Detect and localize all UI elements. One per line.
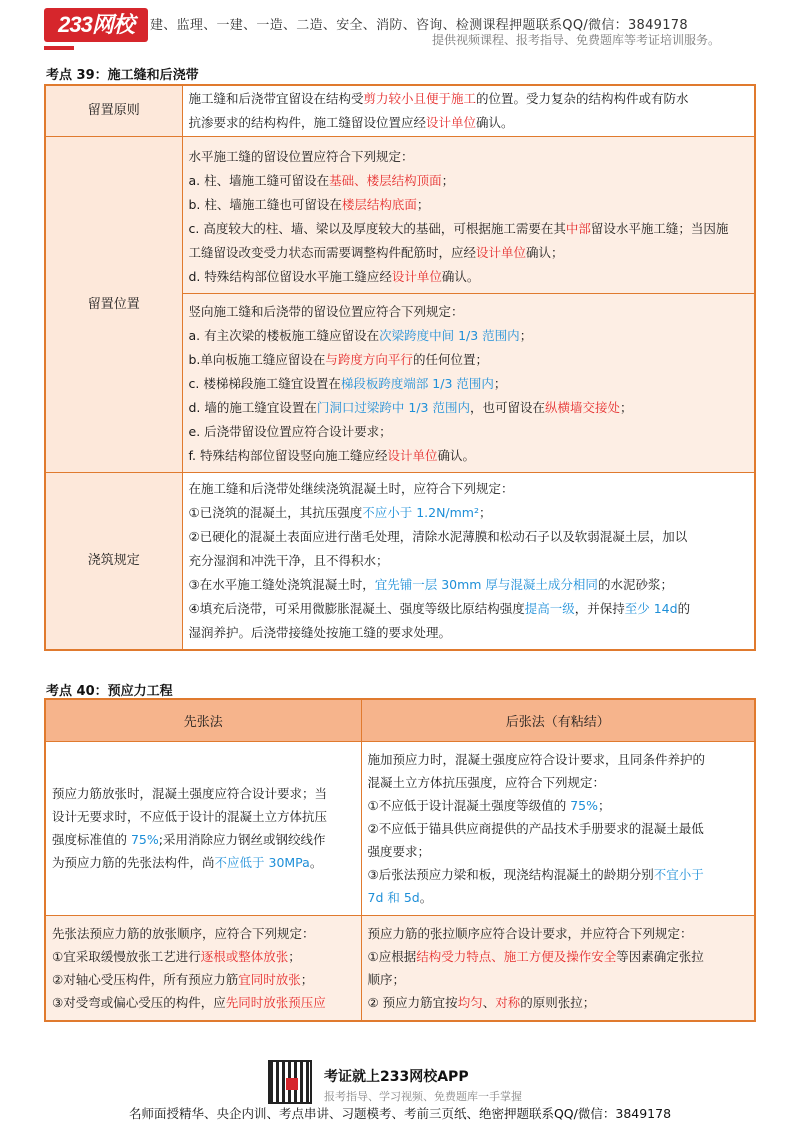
section-40-title: 考点 40：预应力工程	[46, 684, 173, 699]
logo-underline	[44, 46, 74, 50]
table-row	[45, 137, 755, 294]
table-prestress	[44, 698, 756, 1022]
pretension-release-order: 先张法预应力筋的放张顺序，应符合下列规定： ①宜采取缓慢放张工艺进行逐根或整体放张； ②对轴心受压构件，所有预应力筋宜同时放张； ③对受弯或偏心受压的构件，应先同时放张预压应	[45, 915, 361, 1021]
table-row	[45, 473, 755, 651]
table-header-row	[45, 699, 755, 741]
row-label-position: 留置位置	[45, 137, 182, 473]
qr-center-logo-icon	[286, 1078, 298, 1090]
section-39-title: 考点 39：施工缝和后浇带	[46, 68, 199, 83]
table-row	[45, 85, 755, 137]
pouring-content: 在施工缝和后浇带处继续浇筑混凝土时，应符合下列规定： ①已浇筑的混凝土，其抗压强度不应小于 1.2N/mm²； ②已硬化的混凝土表面应进行凿毛处理，清除水泥薄膜和松动石子以及软弱混凝土层，加以 充分湿润和冲洗干净，且不得积水； ③在水平施工缝处浇筑混凝土时，宜先铺一层 30mm 厚与混凝土成分相同的水泥砂浆； ④填充后浇带，可采用微膨胀混凝土、强度等级比原结构强度提高一级，并保持至少 14d的 湿润养护。后浇带接缝处按施工缝的要求处理。	[182, 473, 755, 651]
logo: 233网校	[44, 8, 148, 42]
header-services-line: 提供视频课程、报考指导、免费题库等考证培训服务。	[432, 33, 721, 47]
row-label-pouring: 浇筑规定	[45, 473, 182, 651]
column-header-posttension: 后张法（有粘结）	[361, 699, 755, 741]
column-header-pretension: 先张法	[45, 699, 361, 741]
table-row	[45, 741, 755, 915]
footer-subtitle: 报考指导、学习视频、免费题库一手掌握	[324, 1090, 522, 1103]
posttension-tension-order: 预应力筋的张拉顺序应符合设计要求，并应符合下列规定： ①应根据结构受力特点、施工方便及操作安全等因素确定张拉 顺序； ② 预应力筋宜按均匀、对称的原则张拉；	[361, 915, 755, 1021]
vertical-joint-rules: 竖向施工缝和后浇带的留设位置应符合下列规定： a. 有主次梁的楼板施工缝应留设在次梁跨度中间 1/3 范围内； b.单向板施工缝应留设在与跨度方向平行的任何位置； c. 楼梯梯段施工缝宜设置在梯段板跨度端部 1/3 范围内； d. 墙的施工缝宜设置在门洞口过梁跨中 1/3 范围内，也可留设在纵横墙交接处； e. 后浇带留设位置应符合设计要求； f. 特殊结构部位留设竖向施工缝应经设计单位确认。	[182, 294, 755, 473]
posttension-strength-rules: 施加预应力时，混凝土强度应符合设计要求，且同条件养护的 混凝土立方体抗压强度，应符合下列规定： ①不应低于设计混凝土强度等级值的 75%； ②不应低于锚具供应商提供的产品技术手册要求的混凝土最低 强度要求； ③后张法预应力梁和板，现浇结构混凝土的龄期分别不宜小于 7d 和 5d。	[361, 741, 755, 915]
footer-contact-line: 名师面授精华、央企内训、考点串讲、习题模考、考前三页纸、绝密押题联系QQ/微信：3849178	[128, 1106, 672, 1121]
footer-title: 考证就上233网校APP	[324, 1069, 469, 1085]
row-label-principle: 留置原则	[45, 85, 182, 137]
pretension-release-strength: 预应力筋放张时，混凝土强度应符合设计要求；当 设计无要求时，不应低于设计的混凝土立方体抗压 强度标准值的 75%;采用消除应力钢丝或钢绞线作 为预应力筋的先张法构件，尚不应低于 30MPa。	[45, 741, 361, 915]
page-header	[0, 0, 800, 60]
table-construction-joints	[44, 84, 756, 651]
principle-content: 施工缝和后浇带宜留设在结构受剪力较小且便于施工的位置。受力复杂的结构构件或有防水 抗渗要求的结构构件，施工缝留设位置应经设计单位确认。	[182, 85, 755, 137]
header-courses-line: 建、监理、一建、一造、二造、安全、消防、咨询、检测课程押题联系QQ/微信：3849178	[150, 18, 688, 33]
table-row	[45, 915, 755, 1021]
horizontal-joint-rules: 水平施工缝的留设位置应符合下列规定： a. 柱、墙施工缝可留设在基础、楼层结构顶面； b. 柱、墙施工缝也可留设在楼层结构底面； c. 高度较大的柱、墙、梁以及厚度较大的基础，可根据施工需要在其中部留设水平施工缝；当因施 工缝留设改变受力状态而需要调整构件配筋时，应经设计单位确认； d. 特殊结构部位留设水平施工缝应经设计单位确认。	[182, 137, 755, 294]
